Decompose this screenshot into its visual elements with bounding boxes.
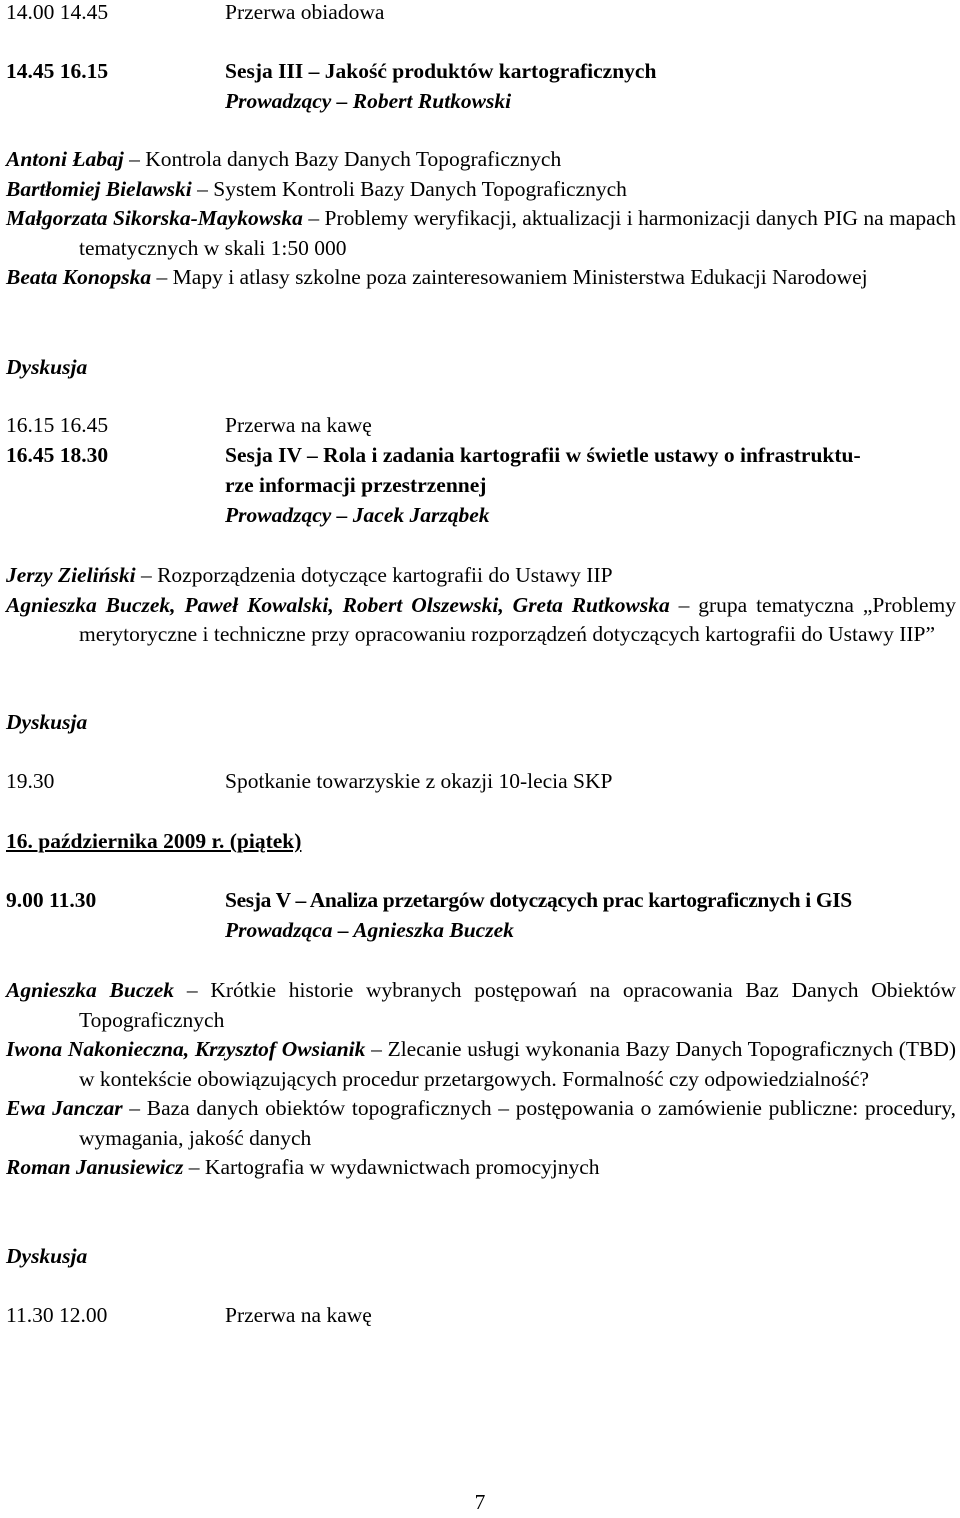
discussion-label: Dyskusja bbox=[6, 355, 88, 379]
time-slot: 16.45 18.30 bbox=[6, 443, 109, 467]
talk-author: Jerzy Zieliński bbox=[6, 563, 136, 587]
talk-separator: – bbox=[183, 1155, 205, 1179]
session-title: Sesja III – Jakość produktów kartograficznych bbox=[225, 59, 657, 83]
session-5-header bbox=[6, 886, 956, 916]
talk-item bbox=[6, 204, 956, 263]
talk-separator: – bbox=[174, 978, 211, 1002]
talk-title: Baza danych obiektów topograficznych – postępowania o zamówienie publiczne: procedury, wymagania, jakość danych bbox=[79, 1096, 956, 1150]
talk-separator: – bbox=[151, 265, 173, 289]
talk-separator: – bbox=[135, 563, 158, 587]
session-5-chair-block bbox=[225, 916, 955, 946]
talk-title: Krótkie historie wybranych postępowań na opracowania Baz Danych Obiektów Topograficznych bbox=[79, 978, 957, 1032]
session-title: Sesja IV – Rola i zadania kartografii w świetle ustawy o infrastruktu- bbox=[225, 443, 861, 467]
talk-title: Mapy i atlasy szkolne poza zainteresowaniem Ministerstwa Edukacji Narodowej bbox=[172, 265, 868, 289]
talk-item bbox=[6, 263, 956, 293]
session-5-talks bbox=[6, 976, 956, 1183]
time-slot: 14.45 16.15 bbox=[6, 59, 109, 83]
schedule-row-coffee-1 bbox=[6, 411, 956, 441]
talk-item bbox=[6, 1094, 956, 1153]
talk-title: Kontrola danych Bazy Danych Topograficznych bbox=[145, 147, 562, 171]
talk-item bbox=[6, 1035, 956, 1094]
talk-item bbox=[6, 591, 956, 650]
talk-title: Rozporządzenia dotyczące kartografii do Ustawy IIP bbox=[157, 563, 613, 587]
talk-title: Kartografia w wydawnictwach promocyjnych bbox=[204, 1155, 600, 1179]
talk-separator: – bbox=[122, 1096, 147, 1120]
talk-separator: – bbox=[123, 147, 146, 171]
talk-separator: – bbox=[365, 1037, 388, 1061]
session-3-header bbox=[6, 57, 956, 87]
talk-author: Roman Janusiewicz bbox=[6, 1155, 184, 1179]
session-chair: Prowadzący – Jacek Jarząbek bbox=[225, 502, 490, 527]
session-4-talks bbox=[6, 561, 956, 650]
talk-title: Zlecanie usługi wykonania Bazy Danych Topograficznych (TBD) w kontekście obowiązujących procedur przetargowych. Formalność czy odpowiedzialność? bbox=[79, 1037, 957, 1091]
talk-author: Beata Konopska bbox=[6, 265, 152, 289]
time-slot: 11.30 12.00 bbox=[6, 1303, 108, 1327]
talk-item bbox=[6, 175, 956, 205]
discussion-label: Dyskusja bbox=[6, 1244, 88, 1268]
session-chair: Prowadząca – Agnieszka Buczek bbox=[225, 918, 514, 942]
talk-item bbox=[6, 145, 956, 175]
session-4-title-block bbox=[225, 471, 955, 530]
talk-author: Agnieszka Buczek bbox=[6, 978, 175, 1002]
talk-separator: – bbox=[302, 206, 325, 230]
session-title: Sesja V – Analiza przetargów dotyczących prac kartograficznych i GIS bbox=[225, 888, 852, 912]
event-label: Przerwa na kawę bbox=[225, 413, 372, 437]
day-date-heading: 16. października 2009 r. (piątek) bbox=[6, 829, 302, 853]
time-slot: 19.30 bbox=[6, 769, 55, 793]
time-slot: 16.15 16.45 bbox=[6, 413, 109, 437]
schedule-row-coffee-2 bbox=[6, 1301, 956, 1331]
time-slot: 9.00 11.30 bbox=[6, 888, 97, 912]
session-title-continued: rze informacji przestrzennej bbox=[225, 473, 487, 497]
session-3-talks bbox=[6, 145, 956, 293]
discussion-label: Dyskusja bbox=[6, 710, 88, 734]
talk-title: System Kontroli Bazy Danych Topograficznych bbox=[213, 176, 627, 201]
event-label: Przerwa obiadowa bbox=[225, 0, 385, 24]
page-number: 7 bbox=[474, 1490, 486, 1514]
talk-title: grupa tematyczna „Problemy merytoryczne i techniczne przy opracowaniu rozporządzeń dotyczących kartografii do Ustawy IIP” bbox=[79, 592, 956, 646]
schedule-row-lunch bbox=[6, 0, 956, 28]
session-4-header bbox=[6, 441, 956, 471]
talk-author: Bartłomiej Bielawski bbox=[6, 176, 192, 201]
time-slot: 14.00 14.45 bbox=[6, 0, 109, 24]
session-3-chair-block bbox=[225, 87, 955, 117]
event-label: Spotkanie towarzyskie z okazji 10-lecia SKP bbox=[225, 769, 613, 793]
talk-title: Problemy weryfikacji, aktualizacji i harmonizacji danych PIG na mapach tematycznych w skali 1:50 000 bbox=[79, 206, 956, 260]
talk-author: Agnieszka Buczek, Paweł Kowalski, Robert Olszewski, Greta Rutkowska bbox=[6, 592, 670, 617]
talk-author: Ewa Janczar bbox=[6, 1096, 123, 1120]
event-label: Przerwa na kawę bbox=[225, 1303, 372, 1327]
talk-separator: – bbox=[669, 592, 699, 617]
talk-item bbox=[6, 976, 956, 1035]
talk-author: Iwona Nakonieczna, Krzysztof Owsianik bbox=[6, 1037, 366, 1061]
talk-separator: – bbox=[191, 176, 214, 201]
talk-item bbox=[6, 561, 956, 591]
talk-author: Antoni Łabaj bbox=[6, 147, 124, 171]
session-chair: Prowadzący – Robert Rutkowski bbox=[225, 89, 512, 113]
schedule-row-social bbox=[6, 767, 956, 797]
talk-author: Małgorzata Sikorska-Maykowska bbox=[6, 206, 303, 230]
talk-item bbox=[6, 1153, 956, 1183]
